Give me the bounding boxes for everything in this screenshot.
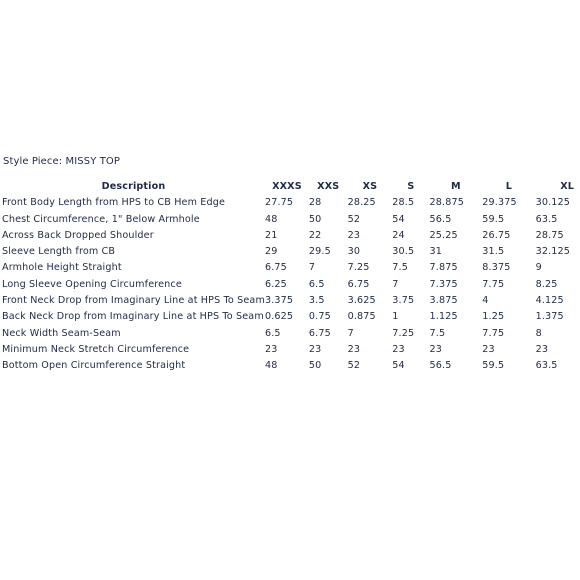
cell-value: 8 <box>535 327 542 339</box>
cell-value: 48 <box>264 213 278 225</box>
cell-value: 24 <box>392 229 405 241</box>
cell-value: 7.875 <box>429 262 458 274</box>
row-description: Bottom Open Circumference Straight <box>2 360 186 372</box>
cell-value: 7.25 <box>347 262 370 274</box>
cell-value: 8.25 <box>535 278 558 290</box>
cell-value: 3.5 <box>308 295 325 307</box>
cell-value: 23 <box>347 229 361 241</box>
cell-value: 1.375 <box>535 311 564 323</box>
header-size-xs: XS <box>362 181 378 192</box>
cell-value: 28 <box>308 197 322 209</box>
cell-value: 1 <box>392 311 399 323</box>
cell-value: 7.75 <box>482 278 505 290</box>
cell-value: 6.75 <box>264 262 287 274</box>
cell-value: 25.25 <box>429 229 458 241</box>
header-size-s: S <box>407 181 415 192</box>
table-row <box>2 358 580 374</box>
cell-value: 28.75 <box>535 229 564 241</box>
cell-value: 30.125 <box>535 197 571 209</box>
header-description: Description <box>101 181 166 192</box>
cell-value: 3.75 <box>392 295 415 307</box>
header-size-xxxs: XXXS <box>272 181 302 192</box>
cell-value: 3.375 <box>264 295 294 307</box>
cell-value: 26.75 <box>482 229 511 241</box>
cell-value: 4.125 <box>535 295 564 307</box>
cell-value: 7 <box>392 278 399 290</box>
cell-value: 31.5 <box>482 246 505 258</box>
cell-value: 6.25 <box>264 278 287 290</box>
cell-value: 7.5 <box>429 327 446 339</box>
cell-value: 6.5 <box>264 327 281 339</box>
cell-value: 56.5 <box>429 213 452 225</box>
cell-value: 0.875 <box>347 311 376 323</box>
table-row <box>2 244 580 260</box>
table-row <box>2 277 580 293</box>
cell-value: 6.75 <box>347 278 370 290</box>
cell-value: 23 <box>429 343 443 355</box>
cell-value: 0.75 <box>308 311 331 323</box>
cell-value: 7 <box>308 262 316 274</box>
cell-value: 6.5 <box>308 278 325 290</box>
cell-value: 30 <box>347 246 361 258</box>
cell-value: 32.125 <box>535 246 571 258</box>
cell-value: 7.75 <box>482 327 505 339</box>
header-size-xl: XL <box>560 181 574 192</box>
table-header-row <box>2 179 580 195</box>
cell-value: 0.625 <box>264 311 294 323</box>
style-piece-label: Style Piece: MISSY TOP <box>3 156 121 167</box>
row-description: Armhole Height Straight <box>2 262 122 274</box>
cell-value: 48 <box>264 360 278 372</box>
cell-value: 54 <box>392 213 405 225</box>
cell-value: 56.5 <box>429 360 452 372</box>
cell-value: 27.75 <box>264 197 294 209</box>
table-row <box>2 212 580 228</box>
cell-value: 52 <box>347 213 361 225</box>
size-chart-table <box>2 179 580 375</box>
table-row <box>2 195 580 211</box>
cell-value: 30.5 <box>392 246 415 258</box>
cell-value: 6.75 <box>308 327 331 339</box>
cell-value: 63.5 <box>535 360 558 372</box>
cell-value: 23 <box>392 343 405 355</box>
cell-value: 22 <box>308 229 322 241</box>
cell-value: 28.5 <box>392 197 415 209</box>
cell-value: 29.5 <box>308 246 331 258</box>
row-description: Back Neck Drop from Imaginary Line at HPS To Seam <box>2 311 264 323</box>
table-body <box>2 195 580 374</box>
header-size-m: M <box>451 181 461 192</box>
cell-value: 59.5 <box>482 360 505 372</box>
cell-value: 23 <box>308 343 322 355</box>
header-size-l: L <box>505 181 513 192</box>
row-description: Front Neck Drop from Imaginary Line at HPS To Seam <box>2 295 265 307</box>
cell-value: 52 <box>347 360 361 372</box>
row-description: Chest Circumference, 1" Below Armhole <box>2 213 200 225</box>
cell-value: 23 <box>347 343 361 355</box>
cell-value: 1.125 <box>429 311 458 323</box>
cell-value: 50 <box>308 360 322 372</box>
cell-value: 50 <box>308 213 322 225</box>
cell-value: 8.375 <box>482 262 511 274</box>
cell-value: 3.625 <box>347 295 376 307</box>
cell-value: 59.5 <box>482 213 505 225</box>
header-size-xxs: XXS <box>317 181 340 192</box>
table-row <box>2 309 580 325</box>
table-row <box>2 293 580 309</box>
row-description: Front Body Length from HPS to CB Hem Edge <box>2 197 226 209</box>
cell-value: 31 <box>429 246 443 258</box>
cell-value: 29.375 <box>482 197 517 209</box>
cell-value: 4 <box>482 295 489 307</box>
cell-value: 21 <box>264 229 278 241</box>
cell-value: 9 <box>535 262 542 274</box>
cell-value: 7.25 <box>392 327 415 339</box>
cell-value: 63.5 <box>535 213 558 225</box>
cell-value: 3.875 <box>429 295 458 307</box>
row-description: Long Sleeve Opening Circumference <box>2 278 182 290</box>
cell-value: 23 <box>535 343 549 355</box>
row-description: Neck Width Seam-Seam <box>2 327 121 339</box>
cell-value: 7.375 <box>429 278 458 290</box>
row-description: Across Back Dropped Shoulder <box>2 229 154 241</box>
cell-value: 54 <box>392 360 405 372</box>
cell-value: 23 <box>482 343 495 355</box>
table-row <box>2 228 580 244</box>
cell-value: 7.5 <box>392 262 408 274</box>
row-description: Sleeve Length from CB <box>2 246 116 258</box>
table-row <box>2 342 580 358</box>
table-row <box>2 326 580 342</box>
cell-value: 29 <box>264 246 278 258</box>
cell-value: 28.25 <box>347 197 376 209</box>
cell-value: 7 <box>347 327 354 339</box>
cell-value: 23 <box>264 343 278 355</box>
cell-value: 1.25 <box>482 311 505 323</box>
cell-value: 28.875 <box>429 197 465 209</box>
table-row <box>2 260 580 276</box>
row-description: Minimum Neck Stretch Circumference <box>2 343 190 355</box>
